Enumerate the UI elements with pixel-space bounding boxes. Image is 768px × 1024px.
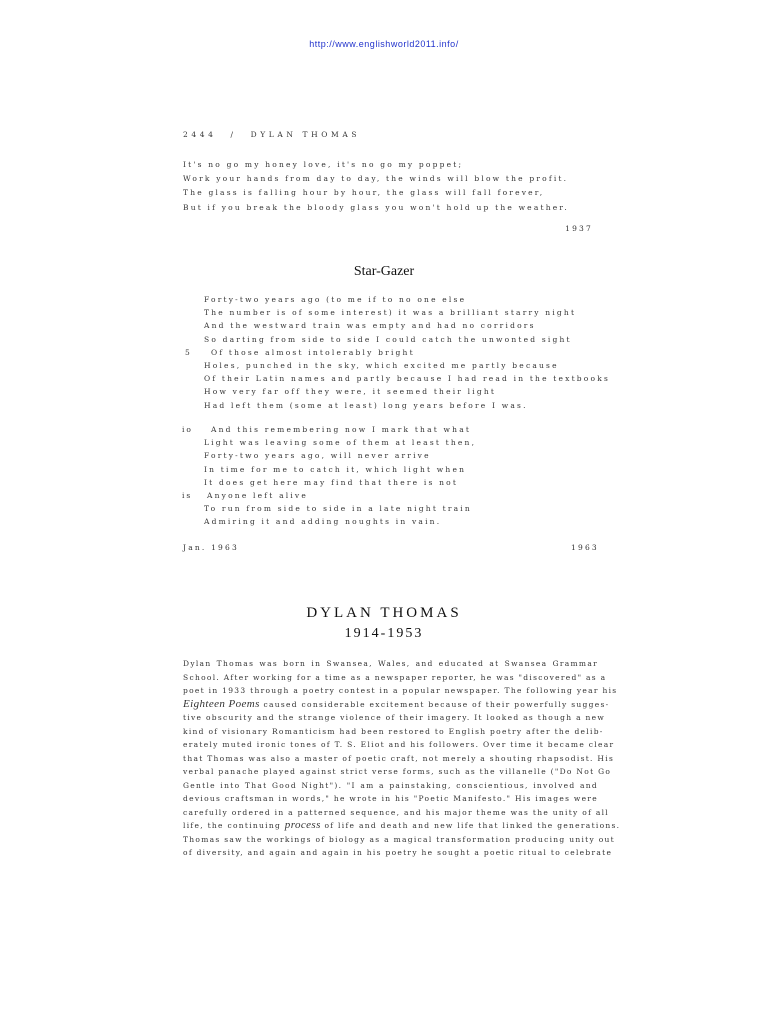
page-number: 2444	[183, 130, 217, 139]
poem-line: Work your hands from day to day, the winds will blow the profit.	[183, 174, 569, 184]
poem-line: Of their Latin names and partly because I had read in the textbooks	[204, 374, 611, 384]
bio-line	[183, 819, 621, 833]
bio-line: kind of visionary Romanticism had been restored to English poetry after the delib-	[183, 726, 604, 736]
bio-paragraph	[183, 657, 621, 860]
poem-line: Holes, punched in the sky, which excited me partly because	[204, 361, 559, 370]
bio-line: of diversity, and again and again in his poetry he sought a poetic ritual to celebrate	[183, 848, 613, 857]
poem-date: 1937	[565, 224, 593, 233]
poem-line: The number is of some interest) it was a brilliant starry night	[204, 308, 577, 318]
book-title: Eighteen Poems	[183, 697, 260, 710]
bio-line: carefully ordered in a patterned sequence, and his major theme was the unity of all	[183, 807, 609, 817]
poem-line: Light was leaving some of them at least then,	[204, 438, 477, 448]
poem-line: Forty-two years ago (to me if to no one else	[204, 295, 467, 304]
bio-line: that Thomas was also a master of poetic craft, not merely a shouting rhapsodist. His	[183, 753, 615, 763]
bio-line: poet in 1933 through a poetry contest in a popular newspaper. The following year his	[183, 686, 618, 695]
poem-line: The glass is falling hour by hour, the glass will fall forever,	[183, 188, 545, 198]
bio-line: erately muted ironic tones of T. S. Eliot and his followers. Over time it became clear	[183, 740, 615, 749]
poem-line: It's no go my honey love, it's no go my poppet;	[183, 160, 464, 169]
poem-line: In time for me to catch it, which light when	[204, 464, 467, 474]
emphasized-word: process	[284, 819, 321, 831]
line-number: is	[182, 491, 193, 500]
running-head	[183, 130, 360, 139]
line-number: 5	[185, 347, 192, 357]
poem-date-left: Jan. 1963	[183, 543, 239, 552]
bio-line: devious craftsman in words," he wrote in his "Poetic Manifesto." His images were	[183, 794, 598, 803]
poem-line: Admiring it and adding noughts in vain.	[204, 517, 442, 527]
bio-author-years: 1914-1953	[344, 626, 424, 641]
poem-line: To run from side to side in a late night train	[204, 504, 472, 514]
bio-author-name: DYLAN THOMAS	[306, 605, 462, 621]
poem-line: Forty-two years ago, will never arrive	[204, 451, 431, 461]
running-head-separator: /	[230, 130, 237, 139]
bio-line	[183, 697, 610, 712]
poem-line: So darting from side to side I could catch the unwonted sight	[204, 334, 572, 344]
bio-line: tive obscurity and the strange violence of their imagery. It looked as though a new	[183, 713, 606, 722]
poem-line: Had left them (some at least) long years before I was.	[204, 400, 528, 410]
bio-line-text: life, the continuing	[183, 821, 282, 830]
poem-line: And the westward train was empty and had no corridors	[204, 321, 536, 331]
poem-date-right: 1963	[571, 543, 599, 552]
line-number: io	[182, 425, 193, 434]
bio-line: Gentle into That Good Night"). "I am a painstaking, conscientious, involved and	[183, 780, 598, 790]
poem-line: How very far off they were, it seemed their light	[204, 387, 497, 397]
poem-title: Star-Gazer	[353, 264, 415, 279]
bio-line: School. After working for a time as a newspaper reporter, he was "discovered" as a	[183, 672, 607, 682]
poem-line: Anyone left alive	[207, 491, 309, 500]
poem-line: Of those almost intolerably bright	[211, 347, 415, 357]
source-url[interactable]: http://www.englishworld2011.info/	[309, 39, 459, 49]
bio-line: Dylan Thomas was born in Swansea, Wales, and educated at Swansea Grammar	[183, 659, 598, 668]
poem-line: It does get here may find that there is not	[204, 477, 459, 487]
poem-line: But if you break the bloody glass you won't hold up the weather.	[183, 202, 569, 212]
bio-line: verbal panache played against strict verse forms, such as the villanelle ("Do Not Go	[183, 767, 612, 776]
bio-line-text: caused considerable excitement because of their powerfully sugges-	[263, 699, 610, 709]
poem-line: And this remembering now I mark that what	[211, 425, 472, 434]
bio-line: Thomas saw the workings of biology as a magical transformation producing unity out	[183, 834, 615, 844]
running-head-author: DYLAN THOMAS	[250, 130, 361, 139]
poem-stanza	[183, 158, 569, 215]
bio-line-text: of life and death and new life that linked the generations.	[324, 821, 621, 830]
